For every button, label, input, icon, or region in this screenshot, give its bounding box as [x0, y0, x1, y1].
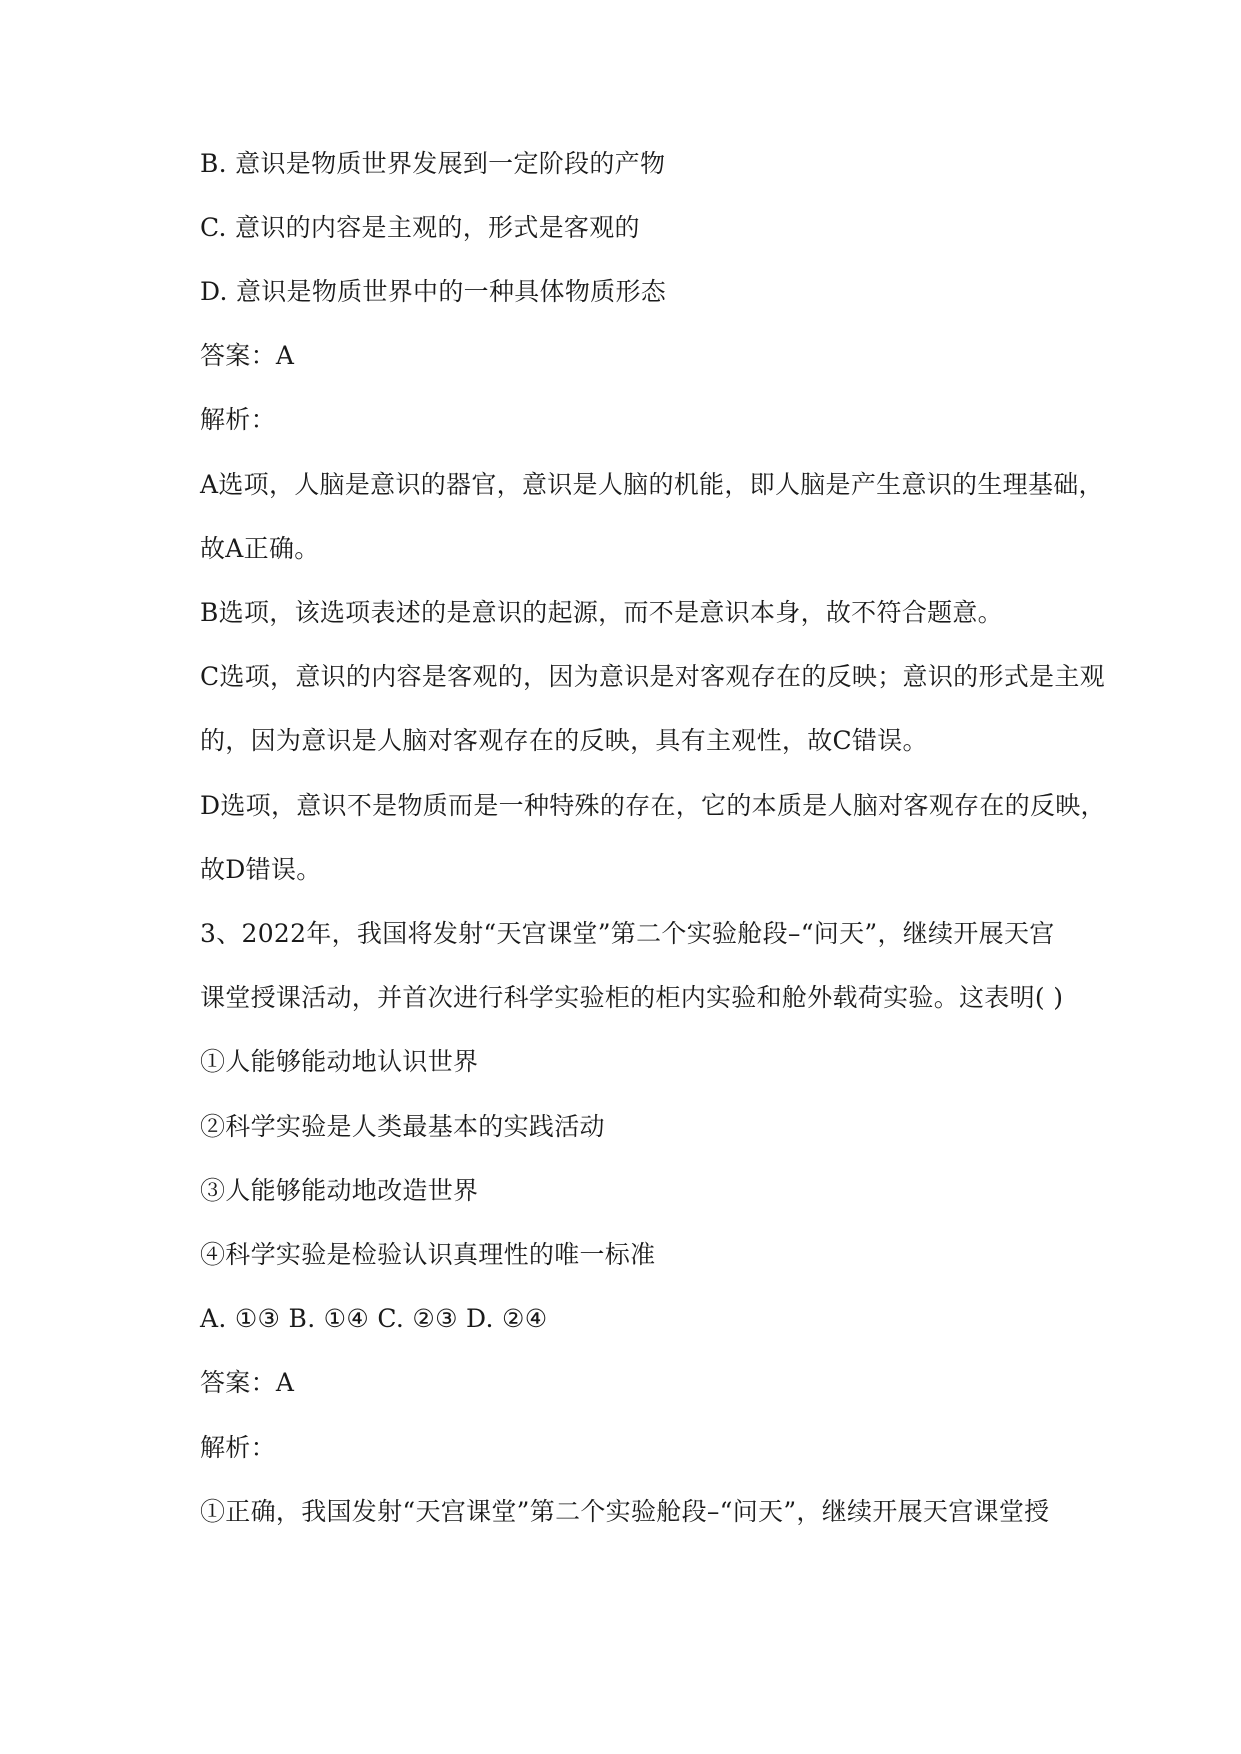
statement-item: ③人能够能动地改造世界	[200, 1176, 479, 1205]
option-c: C. 意识的内容是主观的，形式是客观的	[200, 213, 640, 242]
option-d: D. 意识是物质世界中的一种具体物质形态	[200, 277, 667, 306]
analysis-text: C选项，意识的内容是客观的，因为意识是对客观存在的反映；意识的形式是主观	[200, 662, 1105, 691]
analysis-text: 故A正确。	[200, 534, 320, 563]
question-text: 3、2022年，我国将发射“天宫课堂”第二个实验舱段–“问天”，继续开展天宫	[200, 919, 1055, 948]
answer-label: 答案：A	[200, 1368, 295, 1397]
statement-item: ④科学实验是检验认识真理性的唯一标准	[200, 1240, 656, 1269]
statement-item: ②科学实验是人类最基本的实践活动	[200, 1112, 605, 1141]
analysis-text: B选项，该选项表述的是意识的起源，而不是意识本身，故不符合题意。	[200, 598, 1003, 627]
analysis-label: 解析：	[200, 405, 276, 434]
question-text: 课堂授课活动，并首次进行科学实验柜的柜内实验和舱外载荷实验。这表明( )	[200, 983, 1064, 1012]
option-b: B. 意识是物质世界发展到一定阶段的产物	[200, 149, 666, 178]
answer-options: A. ①③ B. ①④ C. ②③ D. ②④	[200, 1304, 548, 1333]
analysis-label: 解析：	[200, 1433, 276, 1462]
statement-item: ①人能够能动地认识世界	[200, 1047, 479, 1076]
analysis-text: ①正确，我国发射“天宫课堂”第二个实验舱段–“问天”，继续开展天宫课堂授	[200, 1497, 1050, 1526]
analysis-text: 的，因为意识是人脑对客观存在的反映，具有主观性，故C错误。	[200, 726, 928, 755]
analysis-text: 故D错误。	[200, 855, 322, 884]
analysis-text: D选项，意识不是物质而是一种特殊的存在，它的本质是人脑对客观存在的反映，	[200, 791, 1106, 820]
analysis-text: A选项，人脑是意识的器官，意识是人脑的机能，即人脑是产生意识的生理基础，	[200, 470, 1104, 499]
answer-label: 答案：A	[200, 341, 295, 370]
